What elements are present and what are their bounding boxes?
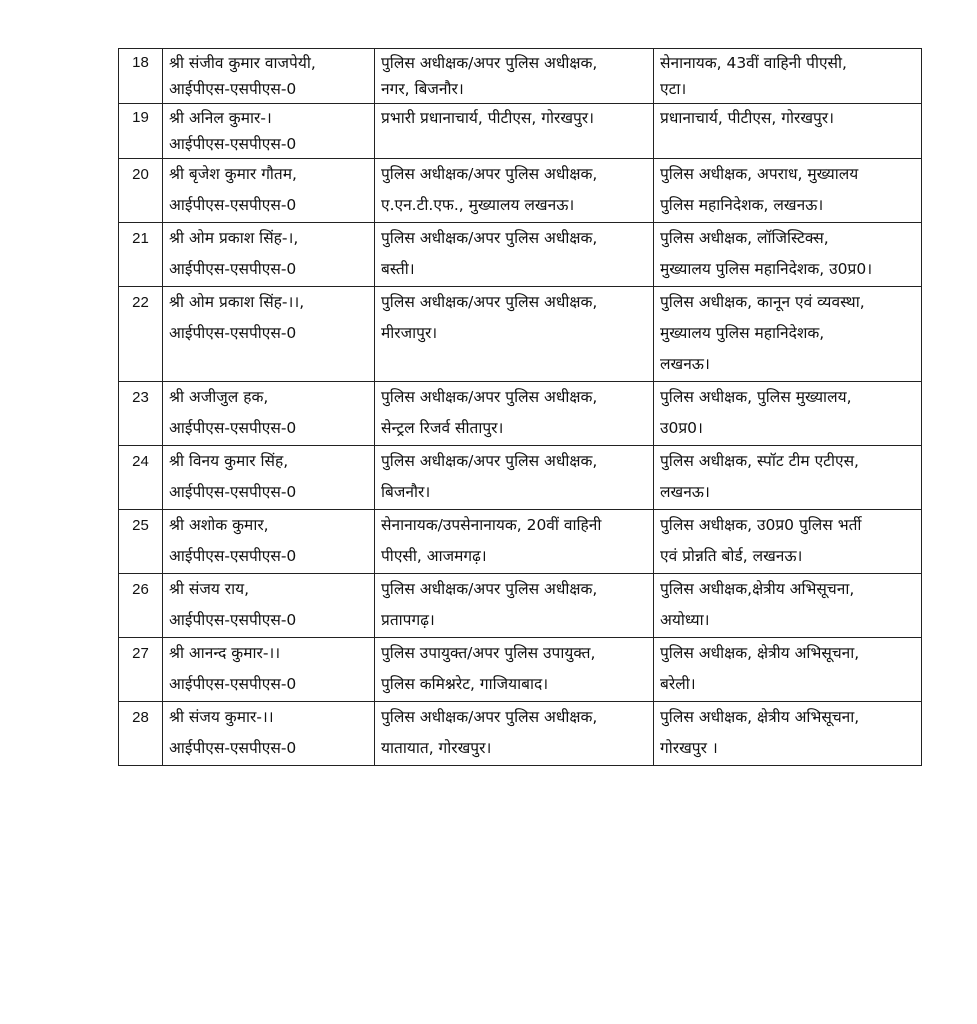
officer-name-cell — [163, 223, 375, 287]
table-row — [119, 702, 922, 766]
officer-name-line: श्री संजय राय, — [169, 580, 250, 598]
officer-name-line: आईपीएस-एसपीएस-0 — [169, 260, 297, 278]
current-post-cell — [375, 638, 654, 702]
new-post-cell — [654, 382, 922, 446]
table-row — [119, 446, 922, 510]
officer-name-cell — [163, 104, 375, 159]
serial-number: 27 — [119, 638, 163, 702]
serial-number: 26 — [119, 574, 163, 638]
new-post-line: पुलिस अधीक्षक, कानून एवं व्यवस्था, — [660, 293, 865, 311]
current-post-line: बस्ती। — [381, 260, 415, 278]
table-row — [119, 159, 922, 223]
current-post-line: पुलिस अधीक्षक/अपर पुलिस अधीक्षक, — [381, 293, 598, 311]
officer-name-line: श्री अजीजुल हक, — [169, 388, 269, 406]
current-post-line: पुलिस उपायुक्त/अपर पुलिस उपायुक्त, — [381, 644, 596, 662]
current-post-line: सेन्ट्रल रिजर्व सीतापुर। — [381, 419, 504, 437]
officer-name-line: श्री अशोक कुमार, — [169, 516, 269, 534]
new-post-line: मुख्यालय पुलिस महानिदेशक, उ0प्र0। — [660, 260, 873, 278]
new-post-line: पुलिस अधीक्षक, क्षेत्रीय अभिसूचना, — [660, 644, 860, 662]
table-row — [119, 49, 922, 104]
serial-number: 23 — [119, 382, 163, 446]
table-row — [119, 510, 922, 574]
new-post-cell — [654, 223, 922, 287]
current-post-cell — [375, 702, 654, 766]
officer-name-cell — [163, 159, 375, 223]
current-post-line: पुलिस अधीक्षक/अपर पुलिस अधीक्षक, — [381, 708, 598, 726]
serial-number: 28 — [119, 702, 163, 766]
new-post-line: पुलिस महानिदेशक, लखनऊ। — [660, 196, 824, 214]
new-post-line: सेनानायक, 43वीं वाहिनी पीएसी, — [660, 54, 847, 72]
current-post-cell — [375, 382, 654, 446]
current-post-cell — [375, 104, 654, 159]
current-post-cell — [375, 446, 654, 510]
table-body — [119, 49, 922, 766]
table-row — [119, 287, 922, 382]
officer-name-line: आईपीएस-एसपीएस-0 — [169, 675, 297, 693]
new-post-line: उ0प्र0। — [660, 419, 703, 437]
officer-name-cell — [163, 382, 375, 446]
officer-name-line: आईपीएस-एसपीएस-0 — [169, 419, 297, 437]
new-post-line: लखनऊ। — [660, 355, 710, 373]
new-post-line: पुलिस अधीक्षक, उ0प्र0 पुलिस भर्ती — [660, 516, 862, 534]
officer-name-cell — [163, 702, 375, 766]
new-post-line: अयोध्या। — [660, 611, 710, 629]
current-post-line: नगर, बिजनौर। — [381, 80, 464, 98]
current-post-line: सेनानायक/उपसेनानायक, 20वीं वाहिनी — [381, 516, 602, 534]
officer-name-line: श्री विनय कुमार सिंह, — [169, 452, 289, 470]
current-post-cell — [375, 49, 654, 104]
officer-name-line: श्री बृजेश कुमार गौतम, — [169, 165, 297, 183]
current-post-line: पुलिस अधीक्षक/अपर पुलिस अधीक्षक, — [381, 165, 598, 183]
current-post-line: पीएसी, आजमगढ़। — [381, 547, 487, 565]
new-post-line: लखनऊ। — [660, 483, 710, 501]
new-post-line: बरेली। — [660, 675, 696, 693]
officer-name-line: श्री ओम प्रकाश सिंह-।।, — [169, 293, 305, 311]
current-post-line: पुलिस अधीक्षक/अपर पुलिस अधीक्षक, — [381, 229, 598, 247]
new-post-cell — [654, 510, 922, 574]
new-post-line: पुलिस अधीक्षक, लॉजिस्टिक्स, — [660, 229, 829, 247]
new-post-line: पुलिस अधीक्षक,क्षेत्रीय अभिसूचना, — [660, 580, 855, 598]
officer-name-line: आईपीएस-एसपीएस-0 — [169, 196, 297, 214]
new-post-cell — [654, 104, 922, 159]
officer-name-line: आईपीएस-एसपीएस-0 — [169, 611, 297, 629]
officer-name-cell — [163, 49, 375, 104]
officer-name-line: आईपीएस-एसपीएस-0 — [169, 80, 297, 98]
officer-name-line: श्री अनिल कुमार-। — [169, 109, 272, 127]
officer-name-line: आईपीएस-एसपीएस-0 — [169, 739, 297, 757]
serial-number: 25 — [119, 510, 163, 574]
new-post-line: पुलिस अधीक्षक, अपराध, मुख्यालय — [660, 165, 859, 183]
current-post-line: यातायात, गोरखपुर। — [381, 739, 492, 757]
current-post-line: प्रतापगढ़। — [381, 611, 435, 629]
officer-name-line: श्री संजय कुमार-।। — [169, 708, 274, 726]
new-post-line: पुलिस अधीक्षक, पुलिस मुख्यालय, — [660, 388, 852, 406]
current-post-line: पुलिस कमिश्नरेट, गाजियाबाद। — [381, 675, 549, 693]
new-post-line: गोरखपुर । — [660, 739, 718, 757]
current-post-line: पुलिस अधीक्षक/अपर पुलिस अधीक्षक, — [381, 54, 598, 72]
serial-number: 24 — [119, 446, 163, 510]
current-post-line: प्रभारी प्रधानाचार्य, पीटीएस, गोरखपुर। — [381, 109, 595, 127]
new-post-cell — [654, 702, 922, 766]
new-post-cell — [654, 638, 922, 702]
serial-number: 22 — [119, 287, 163, 382]
new-post-cell — [654, 159, 922, 223]
current-post-line: ए.एन.टी.एफ., मुख्यालय लखनऊ। — [381, 196, 575, 214]
officer-name-cell — [163, 510, 375, 574]
officer-name-line: श्री संजीव कुमार वाजपेयी, — [169, 54, 316, 72]
serial-number: 20 — [119, 159, 163, 223]
current-post-cell — [375, 159, 654, 223]
new-post-cell — [654, 287, 922, 382]
new-post-cell — [654, 49, 922, 104]
officer-name-cell — [163, 574, 375, 638]
current-post-line: पुलिस अधीक्षक/अपर पुलिस अधीक्षक, — [381, 388, 598, 406]
officer-name-line: आईपीएस-एसपीएस-0 — [169, 547, 297, 565]
new-post-line: एटा। — [660, 80, 687, 98]
current-post-line: पुलिस अधीक्षक/अपर पुलिस अधीक्षक, — [381, 452, 598, 470]
serial-number: 18 — [119, 49, 163, 104]
new-post-cell — [654, 446, 922, 510]
officer-name-line: श्री ओम प्रकाश सिंह-।, — [169, 229, 299, 247]
officer-name-cell — [163, 446, 375, 510]
officer-name-line: आईपीएस-एसपीएस-0 — [169, 135, 297, 153]
transfer-table — [118, 48, 922, 766]
new-post-line: मुख्यालय पुलिस महानिदेशक, — [660, 324, 825, 342]
officer-name-line: आईपीएस-एसपीएस-0 — [169, 483, 297, 501]
new-post-line: एवं प्रोन्नति बोर्ड, लखनऊ। — [660, 547, 803, 565]
current-post-line: मीरजापुर। — [381, 324, 438, 342]
serial-number: 19 — [119, 104, 163, 159]
new-post-line: पुलिस अधीक्षक, स्पॉट टीम एटीएस, — [660, 452, 859, 470]
table-row — [119, 104, 922, 159]
officer-name-line: श्री आनन्द कुमार-।। — [169, 644, 281, 662]
current-post-line: पुलिस अधीक्षक/अपर पुलिस अधीक्षक, — [381, 580, 598, 598]
table-row — [119, 574, 922, 638]
new-post-cell — [654, 574, 922, 638]
current-post-cell — [375, 287, 654, 382]
serial-number: 21 — [119, 223, 163, 287]
officer-name-cell — [163, 638, 375, 702]
table-row — [119, 223, 922, 287]
new-post-line: प्रधानाचार्य, पीटीएस, गोरखपुर। — [660, 109, 835, 127]
table-row — [119, 382, 922, 446]
officer-name-cell — [163, 287, 375, 382]
officer-name-line: आईपीएस-एसपीएस-0 — [169, 324, 297, 342]
current-post-cell — [375, 223, 654, 287]
current-post-line: बिजनौर। — [381, 483, 431, 501]
table-row — [119, 638, 922, 702]
current-post-cell — [375, 510, 654, 574]
current-post-cell — [375, 574, 654, 638]
new-post-line: पुलिस अधीक्षक, क्षेत्रीय अभिसूचना, — [660, 708, 860, 726]
